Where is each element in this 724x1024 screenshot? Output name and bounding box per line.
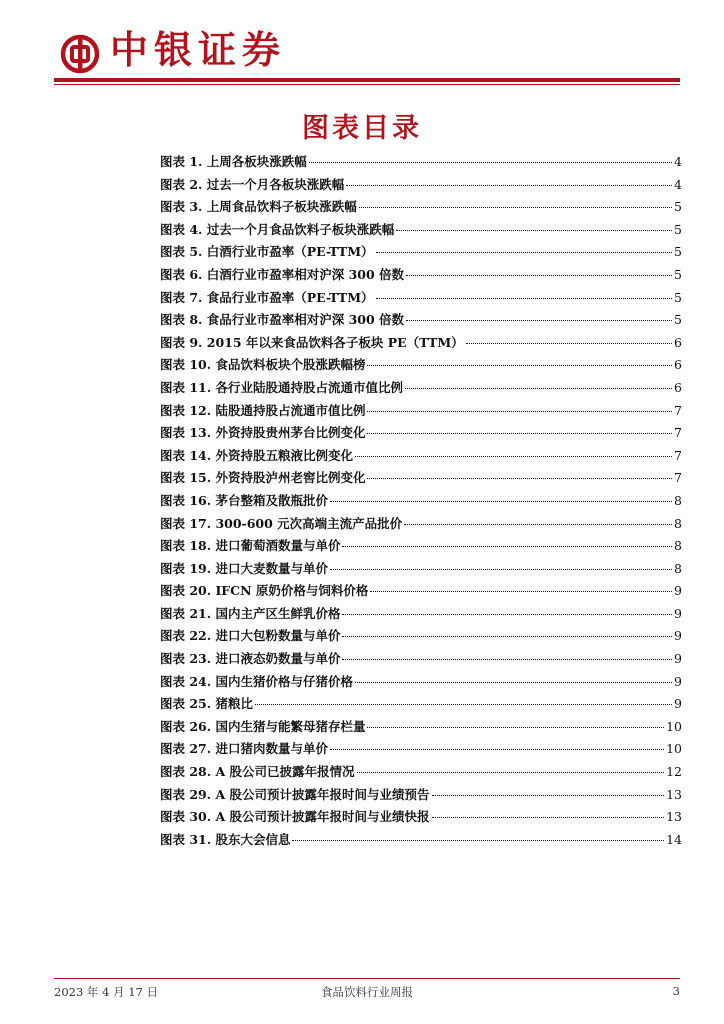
toc-item-page: 5 bbox=[674, 221, 682, 237]
toc-item-page: 13 bbox=[666, 809, 682, 825]
toc-dot-leader bbox=[330, 569, 672, 570]
toc-item-label: 图表 2. 过去一个月各板块涨跌幅 bbox=[160, 176, 345, 192]
toc-item-page: 9 bbox=[674, 583, 682, 599]
toc-item-label: 图表 19. 进口大麦数量与单价 bbox=[160, 560, 328, 576]
toc-dot-leader bbox=[355, 682, 672, 683]
toc-dot-leader bbox=[404, 524, 672, 525]
toc-item-page: 9 bbox=[674, 605, 682, 621]
toc-item-page: 6 bbox=[674, 357, 682, 373]
toc-item[interactable] bbox=[160, 468, 682, 491]
toc-item-label: 图表 1. 上周各板块涨跌幅 bbox=[160, 154, 307, 169]
toc-item[interactable] bbox=[160, 514, 682, 537]
toc-item-label: 图表 15. 外资持股泸州老窖比例变化 bbox=[160, 470, 366, 486]
toc-dot-leader bbox=[330, 501, 672, 502]
toc-item-label: 图表 8. 食品行业市盈率相对沪深 300 倍数 bbox=[160, 312, 405, 328]
toc-item-page: 10 bbox=[666, 718, 682, 734]
toc-item-label: 图表 14. 外资持股五粮液比例变化 bbox=[160, 447, 353, 463]
toc-dot-leader bbox=[405, 388, 672, 389]
toc-item[interactable] bbox=[160, 265, 682, 288]
footer-report-title: 食品饮料行业周报 bbox=[321, 985, 413, 999]
toc-item-label: 图表 18. 进口葡萄酒数量与单价 bbox=[160, 538, 341, 554]
toc-item-label: 图表 12. 陆股通持股占流通市值比例 bbox=[160, 402, 366, 418]
toc-item-label: 图表 4. 过去一个月食品饮料子板块涨跌幅 bbox=[160, 221, 395, 237]
toc-item-label: 图表 25. 猪粮比 bbox=[160, 696, 253, 712]
toc-item-label: 图表 6. 白酒行业市盈率相对沪深 300 倍数 bbox=[160, 266, 405, 282]
toc-item[interactable] bbox=[160, 581, 682, 604]
toc-item-page: 7 bbox=[674, 402, 682, 418]
toc-item[interactable] bbox=[160, 626, 682, 649]
toc-item-page: 8 bbox=[674, 492, 682, 508]
toc-dot-leader bbox=[342, 659, 672, 660]
toc-item[interactable] bbox=[160, 175, 682, 198]
toc-item[interactable] bbox=[160, 355, 682, 378]
toc-item-label: 图表 13. 外资持股贵州茅台比例变化 bbox=[160, 425, 366, 441]
toc-item-label: 图表 30. A 股公司预计披露年报时间与业绩快报 bbox=[160, 809, 430, 825]
toc-dot-leader bbox=[357, 772, 665, 773]
toc-dot-leader bbox=[355, 456, 672, 457]
toc-item-page: 7 bbox=[674, 470, 682, 486]
toc-item-page: 4 bbox=[674, 154, 682, 169]
brand-name: 中银证券 bbox=[110, 28, 287, 72]
toc-item-label: 图表 17. 300-600 元次高端主流产品批价 bbox=[160, 515, 403, 531]
toc-dot-leader bbox=[330, 749, 664, 750]
toc-item-page: 12 bbox=[666, 764, 682, 780]
toc-dot-leader bbox=[342, 614, 672, 615]
toc-item-label: 图表 24. 国内生猪价格与仔猪价格 bbox=[160, 673, 353, 689]
toc-dot-leader bbox=[406, 320, 672, 321]
toc-item-label: 图表 3. 上周食品饮料子板块涨跌幅 bbox=[160, 199, 357, 215]
toc-dot-leader bbox=[367, 411, 672, 412]
toc-item-page: 7 bbox=[674, 425, 682, 441]
toc-title: 图表目录 bbox=[302, 113, 422, 144]
toc-dot-leader bbox=[255, 704, 672, 705]
toc-item[interactable] bbox=[160, 694, 682, 717]
table-of-figures bbox=[160, 152, 682, 852]
toc-dot-leader bbox=[367, 727, 664, 728]
toc-dot-leader bbox=[396, 230, 672, 231]
toc-dot-leader bbox=[346, 185, 672, 186]
toc-item-page: 8 bbox=[674, 538, 682, 554]
toc-item-page: 4 bbox=[674, 176, 682, 192]
toc-dot-leader bbox=[367, 433, 672, 434]
toc-dot-leader bbox=[309, 162, 672, 163]
toc-item[interactable] bbox=[160, 491, 682, 514]
page-footer bbox=[54, 984, 680, 1004]
toc-item-page: 8 bbox=[674, 515, 682, 531]
toc-item[interactable] bbox=[160, 807, 682, 830]
toc-item[interactable] bbox=[160, 762, 682, 785]
toc-dot-leader bbox=[376, 298, 673, 299]
toc-item-label: 图表 16. 茅台整箱及散瓶批价 bbox=[160, 492, 328, 508]
toc-item-label: 图表 28. A 股公司已披露年报情况 bbox=[160, 764, 355, 780]
footer-date: 2023 年 4 月 17 日 bbox=[54, 985, 158, 999]
toc-item[interactable] bbox=[160, 672, 682, 695]
toc-dot-leader bbox=[292, 840, 664, 841]
footer-page-number: 3 bbox=[672, 984, 680, 998]
toc-item[interactable] bbox=[160, 378, 682, 401]
toc-item-label: 图表 7. 食品行业市盈率（PE-TTM） bbox=[160, 289, 374, 305]
toc-item[interactable] bbox=[160, 152, 682, 175]
toc-item[interactable] bbox=[160, 242, 682, 265]
toc-item[interactable] bbox=[160, 288, 682, 311]
toc-item[interactable] bbox=[160, 604, 682, 627]
toc-item-page: 9 bbox=[674, 628, 682, 644]
toc-item-label: 图表 11. 各行业陆股通持股占流通市值比例 bbox=[160, 379, 403, 395]
toc-item[interactable] bbox=[160, 717, 682, 740]
toc-item-label: 图表 9. 2015 年以来食品饮料各子板块 PE（TTM） bbox=[160, 334, 464, 350]
toc-item[interactable] bbox=[160, 197, 682, 220]
toc-item-page: 5 bbox=[674, 199, 682, 215]
toc-item[interactable] bbox=[160, 649, 682, 672]
toc-item-page: 5 bbox=[674, 244, 682, 260]
footer-divider bbox=[54, 978, 680, 979]
toc-item-page: 6 bbox=[674, 334, 682, 350]
toc-item-page: 5 bbox=[674, 289, 682, 305]
page-header bbox=[0, 0, 724, 90]
toc-item-page: 13 bbox=[666, 786, 682, 802]
toc-item[interactable] bbox=[160, 401, 682, 424]
header-divider bbox=[54, 78, 680, 82]
toc-dot-leader bbox=[359, 207, 672, 208]
toc-item[interactable] bbox=[160, 220, 682, 243]
toc-item-page: 9 bbox=[674, 696, 682, 712]
toc-item[interactable] bbox=[160, 739, 682, 762]
toc-item-page: 14 bbox=[666, 831, 682, 847]
toc-item-page: 9 bbox=[674, 673, 682, 689]
toc-item-page: 10 bbox=[666, 741, 682, 757]
header-divider-thin bbox=[54, 84, 680, 85]
toc-dot-leader bbox=[342, 546, 672, 547]
toc-item-label: 图表 27. 进口猪肉数量与单价 bbox=[160, 741, 328, 757]
toc-item-label: 图表 29. A 股公司预计披露年报时间与业绩预告 bbox=[160, 786, 430, 802]
toc-item-label: 图表 5. 白酒行业市盈率（PE-TTM） bbox=[160, 244, 374, 260]
toc-item-label: 图表 10. 食品饮料板块个股涨跌幅榜 bbox=[160, 357, 366, 373]
toc-item-page: 8 bbox=[674, 560, 682, 576]
toc-dot-leader bbox=[342, 636, 672, 637]
toc-item[interactable] bbox=[160, 559, 682, 582]
toc-item[interactable] bbox=[160, 785, 682, 808]
toc-item-page: 9 bbox=[674, 651, 682, 667]
toc-item-label: 图表 22. 进口大包粉数量与单价 bbox=[160, 628, 341, 644]
toc-item-page: 7 bbox=[674, 447, 682, 463]
toc-dot-leader bbox=[370, 591, 672, 592]
toc-item-label: 图表 23. 进口液态奶数量与单价 bbox=[160, 651, 341, 667]
toc-dot-leader bbox=[376, 252, 673, 253]
toc-dot-leader bbox=[432, 795, 665, 796]
toc-item-label: 图表 31. 股东大会信息 bbox=[160, 831, 291, 847]
toc-item-page: 5 bbox=[674, 266, 682, 282]
toc-item[interactable] bbox=[160, 536, 682, 559]
toc-item[interactable] bbox=[160, 333, 682, 356]
toc-dot-leader bbox=[367, 365, 672, 366]
toc-item[interactable] bbox=[160, 310, 682, 333]
toc-dot-leader bbox=[367, 478, 672, 479]
toc-item-label: 图表 26. 国内生猪与能繁母猪存栏量 bbox=[160, 718, 366, 734]
toc-item-label: 图表 21. 国内主产区生鲜乳价格 bbox=[160, 605, 341, 621]
toc-dot-leader bbox=[406, 275, 672, 276]
toc-item[interactable] bbox=[160, 446, 682, 469]
bank-of-china-logo-icon bbox=[60, 34, 100, 74]
toc-item-page: 6 bbox=[674, 379, 682, 395]
toc-item-page: 5 bbox=[674, 312, 682, 328]
toc-item-label: 图表 20. IFCN 原奶价格与饲料价格 bbox=[160, 583, 369, 599]
toc-item[interactable] bbox=[160, 830, 682, 853]
toc-dot-leader bbox=[432, 817, 665, 818]
toc-item[interactable] bbox=[160, 423, 682, 446]
toc-dot-leader bbox=[466, 343, 672, 344]
